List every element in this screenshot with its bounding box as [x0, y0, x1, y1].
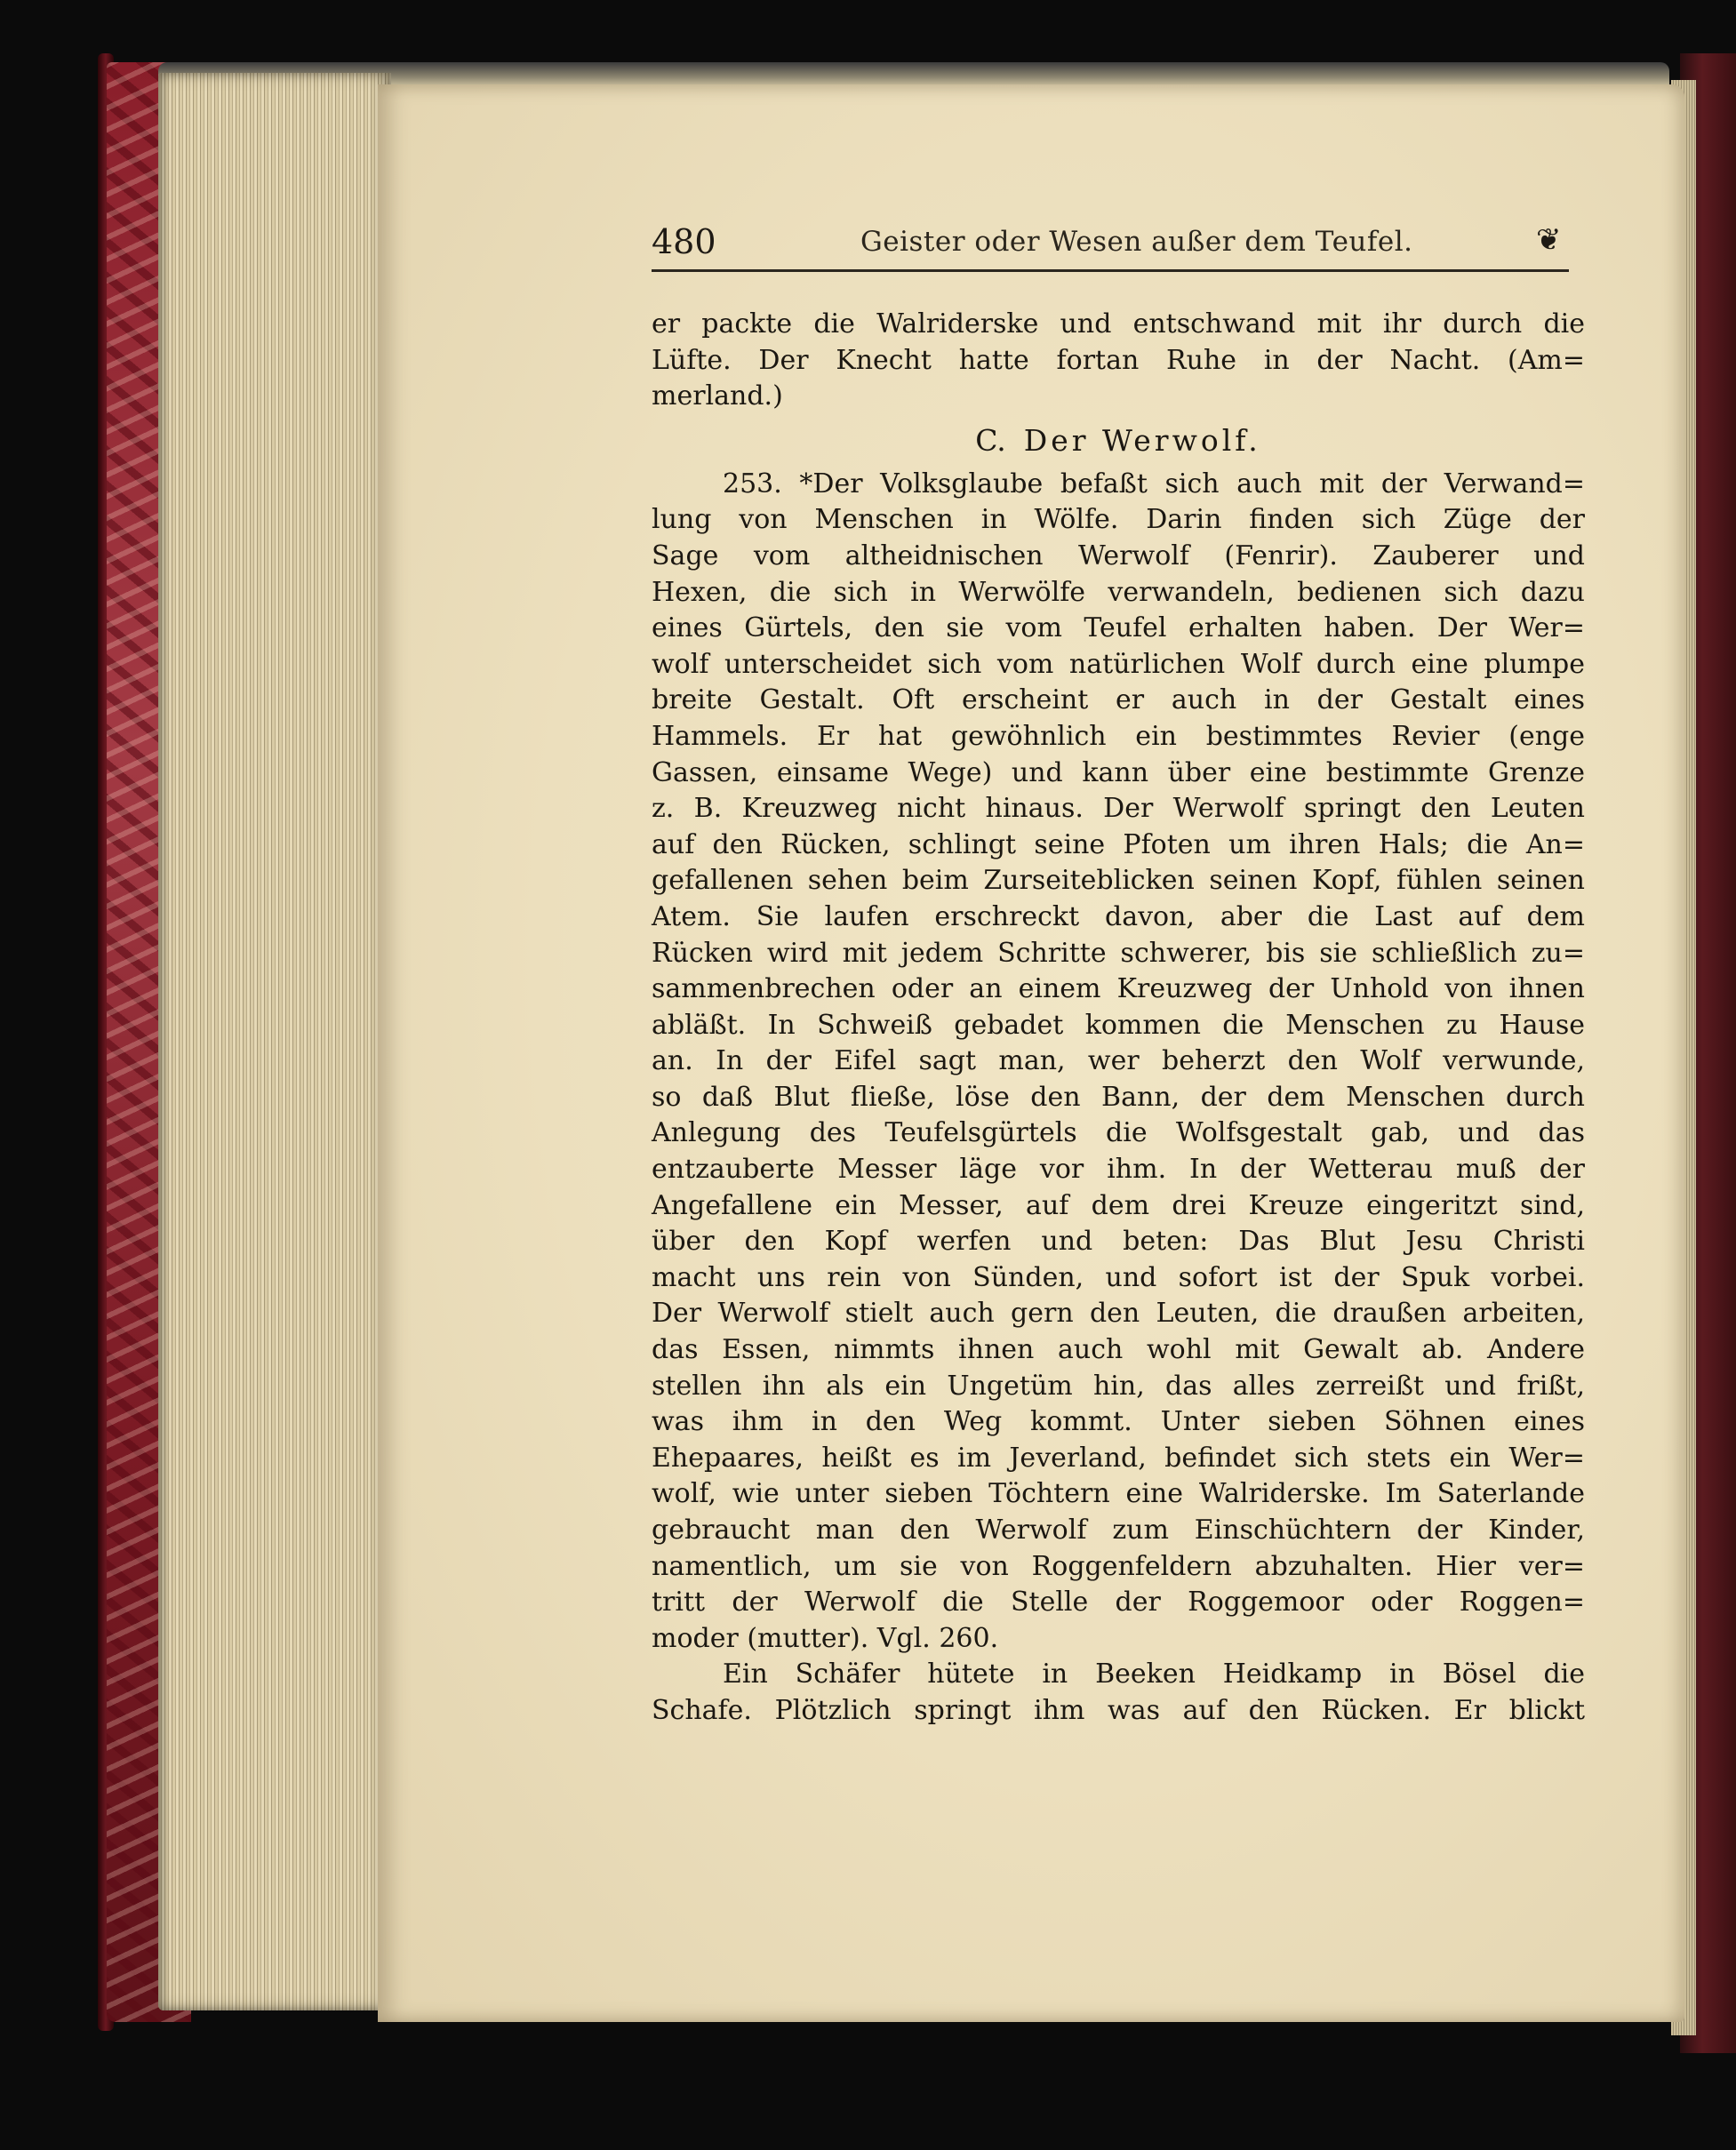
text-line: über den Kopf werfen und beten: Das Blut Jesu Christi	[652, 1226, 1585, 1258]
text-line: breite Gestalt. Oft erscheint er auch in der Gestalt eines	[652, 684, 1585, 716]
text-line: sammenbrechen oder an einem Kreuzweg der Unhold von ihnen	[652, 973, 1585, 1005]
section-title: Der Werwolf.	[1023, 422, 1261, 458]
text-line: wolf, wie unter sieben Töchtern eine Walriderske. Im Saterlande	[652, 1478, 1585, 1510]
text-line: wolf unterscheidet sich vom natürlichen Wolf durch eine plumpe	[652, 648, 1585, 680]
text-line: das Essen, nimmts ihnen auch wohl mit Gewalt ab. Andere	[652, 1334, 1585, 1366]
text-line: merland.)	[652, 380, 783, 412]
text-line: Lüfte. Der Knecht hatte fortan Ruhe in der Nacht. (Am=	[652, 344, 1585, 376]
paragraph-start-line: 253. *Der Volksglaube befaßt sich auch mit der Verwand=	[723, 468, 1585, 500]
header-ornament-icon: ❦	[1536, 222, 1562, 258]
text-line: Der Werwolf stielt auch gern den Leuten, die draußen arbeiten,	[652, 1298, 1585, 1330]
text-line: so daß Blut fließe, löse den Bann, der dem Menschen durch	[652, 1081, 1585, 1113]
text-line: eines Gürtels, den sie vom Teufel erhalten haben. Der Wer=	[652, 612, 1585, 644]
text-line: macht uns rein von Sünden, und sofort ist der Spuk vorbei.	[652, 1261, 1585, 1293]
page-body	[652, 307, 1585, 1730]
text-line: Angefallene ein Messer, auf dem drei Kreuze eingeritzt sind,	[652, 1189, 1585, 1221]
text-line: Hammels. Er hat gewöhnlich ein bestimmtes Revier (enge	[652, 720, 1585, 752]
text-line: auf den Rücken, schlingt seine Pfoten um ihren Hals; die An=	[652, 828, 1585, 860]
text-line: Gassen, einsame Wege) und kann über eine bestimmte Grenze	[652, 756, 1585, 788]
running-header	[652, 222, 1569, 276]
text-line: moder (mutter). Vgl. 260.	[652, 1622, 999, 1654]
text-line: entzauberte Messer läge vor ihm. In der Wetterau muß der	[652, 1154, 1585, 1186]
text-line: was ihm in den Weg kommt. Unter sieben Söhnen eines	[652, 1406, 1585, 1438]
header-rule	[652, 269, 1569, 272]
section-letter: C.	[975, 422, 1006, 458]
paragraph-start-line: Ein Schäfer hütete in Beeken Heidkamp in Bösel die	[723, 1658, 1585, 1690]
text-line: Schafe. Plötzlich springt ihm was auf den Rücken. Er blickt	[652, 1694, 1585, 1726]
text-line: Ehepaares, heißt es im Jeverland, befindet sich stets ein Wer=	[652, 1442, 1585, 1474]
section-heading	[652, 415, 1585, 467]
page-edges-stack	[158, 73, 391, 2010]
text-line: abläßt. In Schweiß gebadet kommen die Menschen zu Hause	[652, 1009, 1585, 1041]
text-line: gebraucht man den Werwolf zum Einschüchtern der Kinder,	[652, 1515, 1585, 1546]
page-number: 480	[652, 222, 716, 261]
text-line: Sage vom altheidnischen Werwolf (Fenrir). Zauberer und	[652, 539, 1585, 571]
text-line: er packte die Walriderske und entschwand mit ihr durch die	[652, 308, 1585, 340]
text-line: Anlegung des Teufelsgürtels die Wolfsgestalt gab, und das	[652, 1117, 1585, 1149]
text-line: namentlich, um sie von Roggenfeldern abzuhalten. Hier ver=	[652, 1550, 1585, 1582]
text-line: Atem. Sie laufen erschreckt davon, aber die Last auf dem	[652, 900, 1585, 932]
text-line: z. B. Kreuzweg nicht hinaus. Der Werwolf springt den Leuten	[652, 793, 1585, 825]
running-title: Geister oder Wesen außer dem Teufel.	[860, 226, 1413, 258]
text-line: lung von Menschen in Wölfe. Darin finden sich Züge der	[652, 504, 1585, 536]
text-line: tritt der Werwolf die Stelle der Roggemoor oder Roggen=	[652, 1587, 1585, 1618]
text-line: Hexen, die sich in Werwölfe verwandeln, bedienen sich dazu	[652, 576, 1585, 608]
text-line: an. In der Eifel sagt man, wer beherzt den Wolf verwunde,	[652, 1045, 1585, 1077]
text-line: Rücken wird mit jedem Schritte schwerer, bis sie schließlich zu=	[652, 937, 1585, 969]
text-line: stellen ihn als ein Ungetüm hin, das alles zerreißt und frißt,	[652, 1370, 1585, 1402]
text-line: gefallenen sehen beim Zurseiteblicken seinen Kopf, fühlen seinen	[652, 865, 1585, 897]
